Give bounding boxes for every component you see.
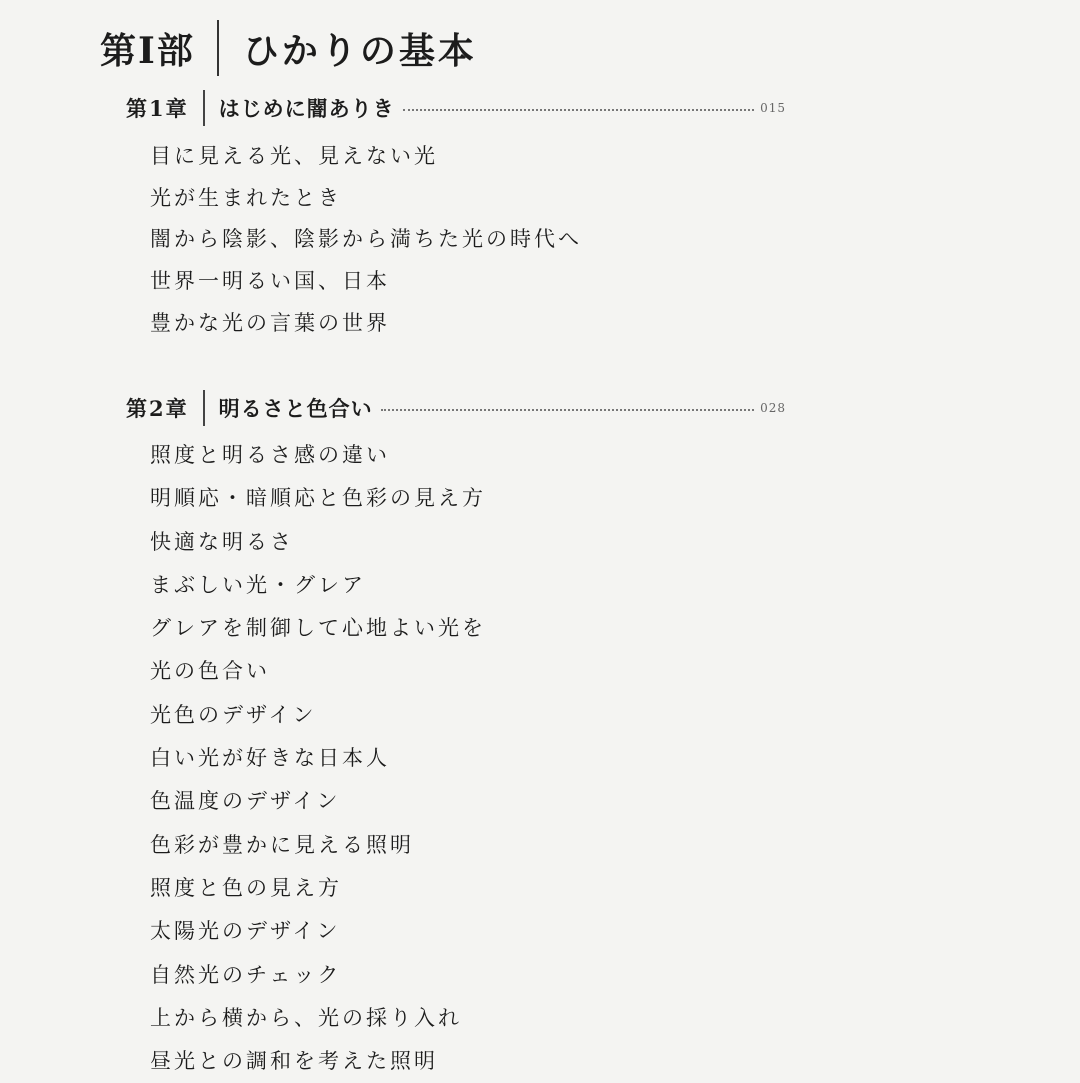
section-item[interactable]: 自然光のチェック [150,962,342,987]
section-item[interactable]: 闇から陰影、陰影から満ちた光の時代へ [150,227,582,252]
section-item[interactable]: 太陽光のデザイン [150,919,341,944]
section-item[interactable]: 目に見える光、見えない光 [150,144,438,168]
chapter-page-number: 015 [760,101,786,115]
chapter-heading[interactable] [126,388,786,428]
chapter-page-number: 028 [760,401,786,415]
section-list [150,136,582,344]
section-item[interactable]: 豊かな光の言葉の世界 [150,310,390,335]
chapter-divider [203,90,205,126]
chapter-title: はじめに闇ありき [218,96,395,121]
section-item[interactable]: 光色のデザイン [150,702,317,727]
chapter-heading[interactable] [126,88,786,128]
section-item[interactable]: 快適な明るさ [150,529,294,554]
chapter-number: 第1章 [126,96,189,121]
section-item[interactable]: 昼光との調和を考えた照明 [150,1049,438,1074]
section-item[interactable]: 世界一明るい国、日本 [150,269,390,294]
part-label: 第Ⅰ部 [100,29,195,72]
section-item[interactable]: 色温度のデザイン [150,789,341,814]
chapter-divider [203,390,205,426]
section-item[interactable]: 上から横から、光の採り入れ [150,1005,462,1030]
part-heading [100,18,477,78]
chapter-number: 第2章 [126,396,189,421]
section-item[interactable]: 照度と色の見え方 [150,875,342,900]
chapter-title: 明るさと色合い [218,396,373,421]
dot-leader [381,409,754,411]
section-item[interactable]: 光の色合い [150,659,270,684]
section-item[interactable]: 光が生まれたとき [150,185,342,210]
section-item[interactable]: 明順応・暗順応と色彩の見え方 [150,486,486,511]
section-item[interactable]: 白い光が好きな日本人 [150,746,390,771]
section-item[interactable]: グレアを制御して心地よい光を [150,616,486,641]
section-item[interactable]: 色彩が豊かに見える照明 [150,832,414,857]
section-item[interactable]: まぶしい光・グレア [150,572,366,597]
section-item[interactable]: 照度と明るさ感の違い [150,443,390,467]
dot-leader [403,109,754,111]
part-title: ひかりの基本 [242,29,477,72]
part-divider [217,20,219,76]
section-list [150,434,486,1083]
